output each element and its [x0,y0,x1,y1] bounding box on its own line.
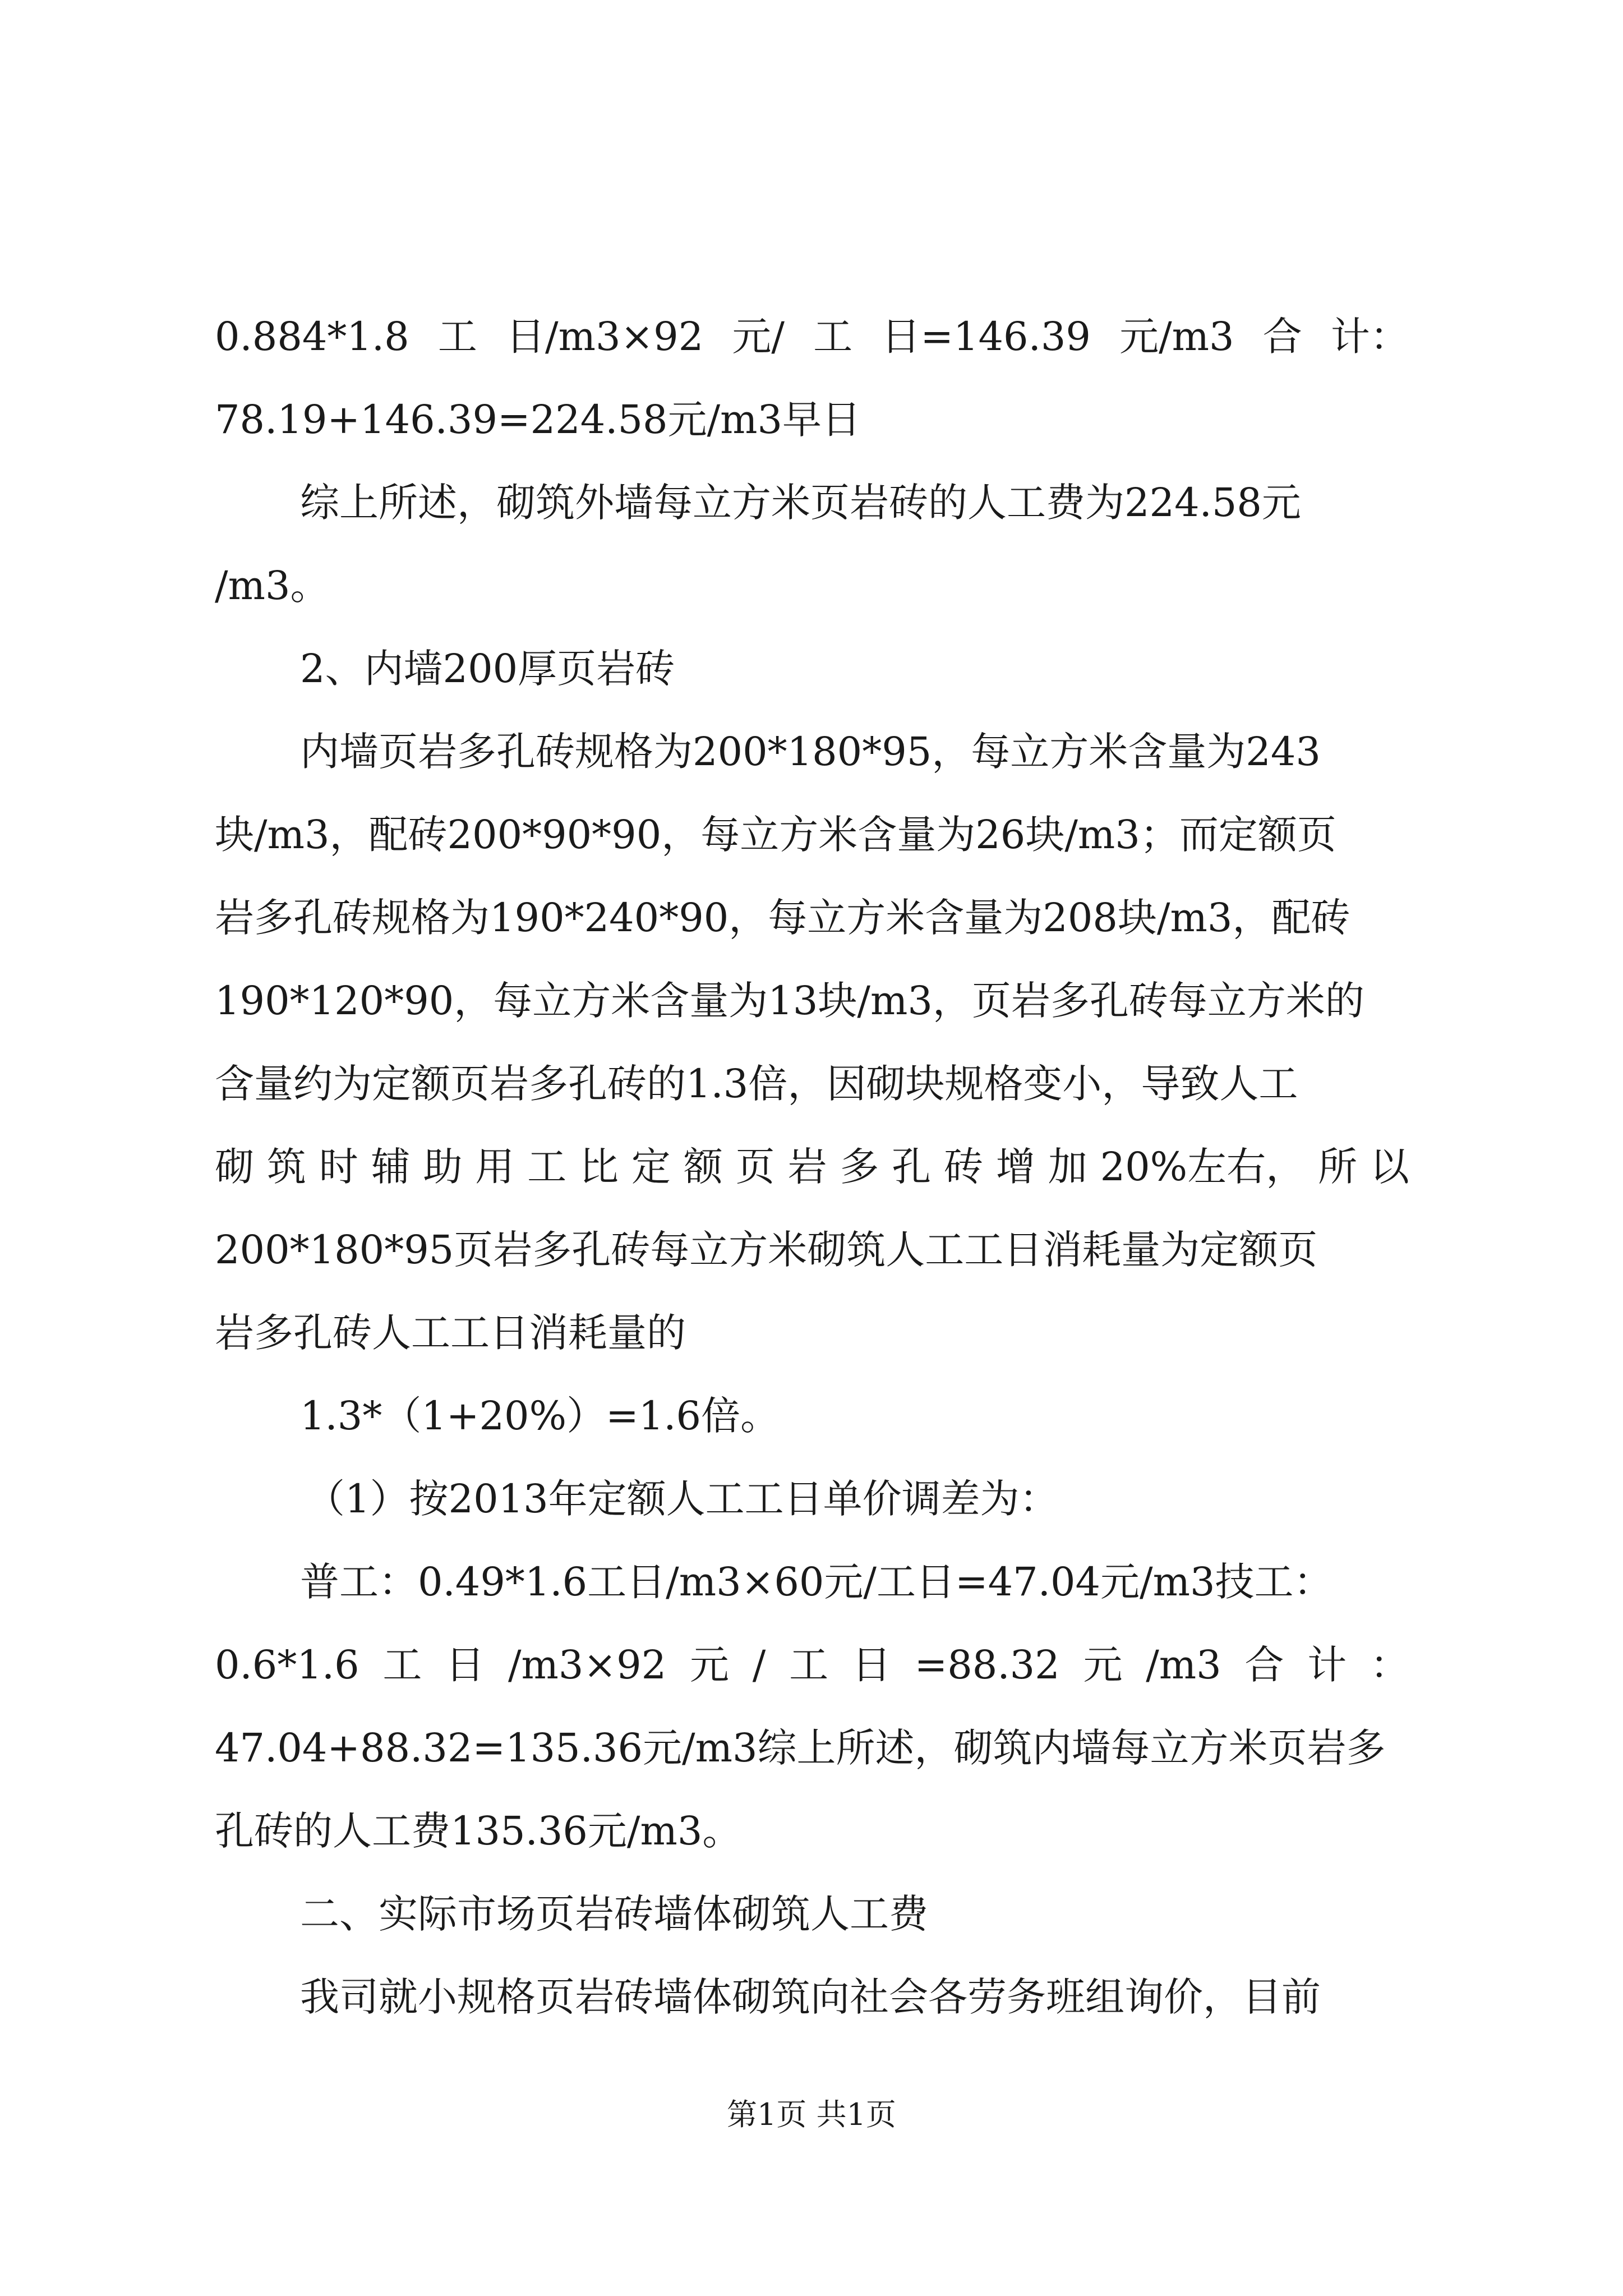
text-line-18: 47.04+88.32=135.36元/m3综上所述，砌筑内墙每立方米页岩多 [215,1725,1386,1771]
text-fragment: /m3 [1146,1642,1221,1688]
text-line-3: 综上所述，砌筑外墙每立方米页岩砖的人工费为224.58元 [300,480,1301,526]
text-fragment: 元/ [732,314,785,360]
text-fragment: 助 [423,1144,463,1190]
text-fragment: 0.884*1.8 [215,314,409,360]
text-line-2: 78.19+146.39=224.58元/m3早日 [215,397,861,443]
text-line-5: 2、内墙200厚页岩砖 [300,646,675,692]
text-line-1 [215,309,1409,365]
text-fragment: 合 [1262,314,1302,360]
text-fragment: 孔 [892,1144,932,1190]
text-fragment: 日 [445,1642,485,1688]
text-fragment: 砖 [944,1144,984,1190]
text-fragment: 额 [683,1144,723,1190]
text-fragment: 计： [1330,314,1409,360]
text-line-17 [215,1637,1409,1693]
text-fragment: 辅 [371,1144,411,1190]
text-line-7: 块/m3，配砖200*90*90，每立方米含量为26块/m3；而定额页 [215,812,1336,858]
text-fragment: 工 [789,1642,829,1688]
text-fragment: /m3×92 [508,1642,667,1688]
text-fragment: ： [1370,1642,1409,1688]
text-fragment: 加 [1048,1144,1087,1190]
text-fragment: 页 [735,1144,775,1190]
text-line-20: 二、实际市场页岩砖墙体砌筑人工费 [300,1891,928,1937]
text-fragment: 增 [995,1144,1035,1190]
text-line-13: 岩多孔砖人工工日消耗量的 [215,1310,686,1356]
text-fragment: 时 [319,1144,358,1190]
text-fragment: 工 [813,314,853,360]
text-line-8: 岩多孔砖规格为190*240*90，每立方米含量为208块/m3，配砖 [215,895,1350,941]
text-line-9: 190*120*90，每立方米含量为13块/m3，页岩多孔砖每立方米的 [215,978,1364,1024]
page-footer: 第1页 共1页 [727,2097,896,2132]
text-fragment: 所 [1318,1144,1358,1190]
text-fragment: / [752,1642,766,1688]
text-fragment: 计 [1307,1642,1347,1688]
text-fragment: 元/m3 [1119,314,1234,360]
text-fragment: 20%左右， [1100,1144,1306,1190]
text-fragment: 日=146.39 [881,314,1091,360]
text-fragment: 岩 [787,1144,827,1190]
text-fragment: 日 [851,1642,891,1688]
text-fragment: 工 [437,314,477,360]
text-fragment: 工 [382,1642,422,1688]
text-fragment: 日/m3×92 [506,314,704,360]
text-line-4: /m3。 [215,563,330,609]
text-fragment: 合 [1244,1642,1284,1688]
text-line-10: 含量约为定额页岩多孔砖的1.3倍，因砌块规格变小，导致人工 [215,1061,1298,1107]
text-line-11 [215,1139,1409,1195]
text-fragment: 多 [840,1144,879,1190]
text-fragment: =88.32 [914,1642,1060,1688]
text-line-12: 200*180*95页岩多孔砖每立方米砌筑人工工日消耗量为定额页 [215,1227,1318,1273]
text-fragment: 比 [579,1144,619,1190]
text-fragment: 以 [1370,1144,1409,1190]
text-fragment: 元 [1083,1642,1123,1688]
text-line-16: 普工：0.49*1.6工日/m3×60元/工日=47.04元/m3技工： [300,1559,1333,1605]
text-fragment: 工 [527,1144,567,1190]
text-fragment: 筑 [266,1144,306,1190]
text-fragment: 砌 [215,1144,254,1190]
text-line-6: 内墙页岩多孔砖规格为200*180*95，每立方米含量为243 [300,729,1321,775]
text-fragment: 用 [475,1144,515,1190]
text-fragment: 元 [689,1642,729,1688]
text-line-19: 孔砖的人工费135.36元/m3。 [215,1808,742,1854]
text-line-14: 1.3*（1+20%）=1.6倍。 [300,1393,780,1439]
text-fragment: 定 [631,1144,671,1190]
text-fragment: 0.6*1.6 [215,1642,359,1688]
text-line-21: 我司就小规格页岩砖墙体砌筑向社会各劳务班组询价，目前 [300,1974,1321,2020]
text-line-15: （1）按2013年定额人工工日单价调差为： [306,1476,1059,1522]
